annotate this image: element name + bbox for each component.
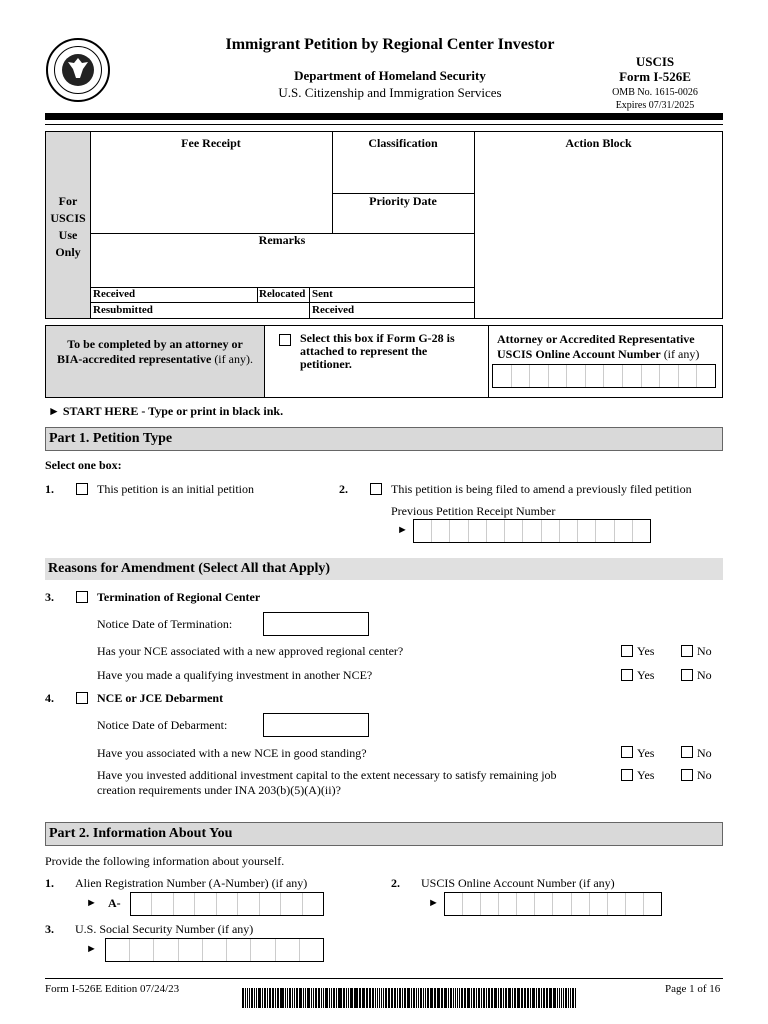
arrow-icon: ► bbox=[397, 524, 408, 536]
resubmitted-label: Resubmitted bbox=[93, 304, 153, 316]
part1-item1-number: 1. bbox=[45, 482, 54, 496]
notice-termination-label: Notice Date of Termination: bbox=[97, 617, 233, 631]
ssn-input[interactable] bbox=[105, 938, 324, 962]
priority-date-label: Priority Date bbox=[369, 194, 437, 208]
attorney-instructions: To be completed by an attorney or BIA-accredited representative (if any). bbox=[57, 337, 253, 366]
sent-label: Sent bbox=[312, 288, 333, 300]
previous-receipt-label: Previous Petition Receipt Number bbox=[391, 504, 556, 518]
amend-petition-label: This petition is being filed to amend a previously filed petition bbox=[391, 482, 692, 496]
received-label: Received bbox=[93, 288, 136, 300]
q4-label-line2: creation requirements under INA 203(b)(5)(A)(ii)? bbox=[97, 783, 341, 797]
termination-label: Termination of Regional Center bbox=[97, 590, 261, 604]
page-number: Page 1 of 16 bbox=[665, 983, 721, 995]
dhs-seal-icon bbox=[46, 38, 110, 102]
form-title: Immigrant Petition by Regional Center Investor bbox=[225, 36, 555, 53]
uscis-account-label: USCIS Online Account Number (if any) bbox=[421, 876, 615, 890]
q2-yes-label: Yes bbox=[637, 668, 655, 682]
header-rule bbox=[45, 113, 723, 120]
q2-yes-checkbox[interactable] bbox=[621, 669, 633, 681]
initial-petition-label: This petition is an initial petition bbox=[97, 482, 254, 496]
expiration-date: Expires 07/31/2025 bbox=[615, 100, 695, 111]
termination-checkbox[interactable] bbox=[76, 591, 88, 603]
uscis-side-label: For USCIS Use Only bbox=[50, 194, 86, 259]
item3-number: 3. bbox=[45, 590, 54, 604]
arrow-icon: ► bbox=[428, 897, 439, 909]
barcode-icon bbox=[242, 988, 576, 1008]
agency-name: U.S. Citizenship and Immigration Services bbox=[278, 85, 502, 100]
select-one-label: Select one box: bbox=[45, 458, 122, 472]
header-rule-thin bbox=[45, 124, 723, 125]
part2-header: Part 2. Information About You bbox=[45, 822, 723, 846]
q2-label: Have you made a qualifying investment in another NCE? bbox=[97, 668, 373, 682]
notice-debarment-date-input[interactable] bbox=[263, 713, 369, 737]
part2-item1-number: 1. bbox=[45, 876, 54, 890]
received2-label: Received bbox=[312, 304, 355, 316]
q1-label: Has your NCE associated with a new approved regional center? bbox=[97, 644, 404, 658]
notice-termination-date-input[interactable] bbox=[263, 612, 369, 636]
q4-yes-checkbox[interactable] bbox=[621, 769, 633, 781]
q3-no-checkbox[interactable] bbox=[681, 746, 693, 758]
ssn-label: U.S. Social Security Number (if any) bbox=[75, 922, 254, 936]
part2-item2-number: 2. bbox=[391, 876, 400, 890]
attorney-account-number-input[interactable] bbox=[492, 364, 716, 388]
part2-intro: Provide the following information about yourself. bbox=[45, 854, 285, 868]
notice-debarment-label: Notice Date of Debarment: bbox=[97, 718, 228, 732]
q2-no-label: No bbox=[697, 668, 712, 682]
arrow-icon: ► bbox=[86, 897, 97, 909]
amend-petition-checkbox[interactable] bbox=[370, 483, 382, 495]
classification-label: Classification bbox=[368, 136, 438, 150]
form-number: Form I-526E bbox=[619, 69, 691, 84]
relocated-label: Relocated bbox=[259, 288, 306, 300]
q1-no-label: No bbox=[697, 644, 712, 658]
department-name: Department of Homeland Security bbox=[294, 68, 486, 83]
q3-yes-checkbox[interactable] bbox=[621, 746, 633, 758]
q4-no-label: No bbox=[697, 768, 712, 782]
omb-number: OMB No. 1615-0026 bbox=[612, 87, 698, 98]
q1-no-checkbox[interactable] bbox=[681, 645, 693, 657]
initial-petition-checkbox[interactable] bbox=[76, 483, 88, 495]
start-here-instruction: ► START HERE - Type or print in black ink. bbox=[48, 404, 284, 418]
q3-yes-label: Yes bbox=[637, 746, 655, 760]
uscis-label: USCIS bbox=[635, 54, 675, 69]
q4-no-checkbox[interactable] bbox=[681, 769, 693, 781]
uscis-account-number-input[interactable] bbox=[444, 892, 662, 916]
a-number-input[interactable] bbox=[130, 892, 324, 916]
g28-checkbox[interactable] bbox=[279, 334, 291, 346]
q4-label-line1: Have you invested additional investment capital to the extent necessary to satisfy remaining job bbox=[97, 768, 557, 782]
q4-yes-label: Yes bbox=[637, 768, 655, 782]
q1-yes-checkbox[interactable] bbox=[621, 645, 633, 657]
part1-item2-number: 2. bbox=[339, 482, 348, 496]
part1-header: Part 1. Petition Type bbox=[45, 427, 723, 451]
q1-yes-label: Yes bbox=[637, 644, 655, 658]
a-prefix: A- bbox=[108, 896, 121, 910]
q3-label: Have you associated with a new NCE in good standing? bbox=[97, 746, 367, 760]
edition-label: Form I-526E Edition 07/24/23 bbox=[45, 983, 180, 995]
a-number-label: Alien Registration Number (A-Number) (if any) bbox=[75, 876, 308, 890]
action-block-label: Action Block bbox=[565, 136, 632, 150]
q2-no-checkbox[interactable] bbox=[681, 669, 693, 681]
part2-item3-number: 3. bbox=[45, 922, 54, 936]
remarks-label: Remarks bbox=[258, 233, 306, 247]
q3-no-label: No bbox=[697, 746, 712, 760]
debarment-label: NCE or JCE Debarment bbox=[97, 691, 224, 705]
g28-checkbox-label: Select this box if Form G-28 is attached to represent the petitioner. bbox=[300, 331, 455, 371]
item4-number: 4. bbox=[45, 691, 54, 705]
debarment-checkbox[interactable] bbox=[76, 692, 88, 704]
attorney-account-label: Attorney or Accredited Representative USCIS Online Account Number (if any) bbox=[497, 332, 700, 361]
previous-receipt-number-input[interactable] bbox=[413, 519, 651, 543]
uscis-use-only-box bbox=[45, 131, 723, 319]
amendment-section-header: Reasons for Amendment (Select All that Apply) bbox=[45, 558, 723, 580]
arrow-icon: ► bbox=[86, 943, 97, 955]
fee-receipt-label: Fee Receipt bbox=[181, 136, 241, 150]
